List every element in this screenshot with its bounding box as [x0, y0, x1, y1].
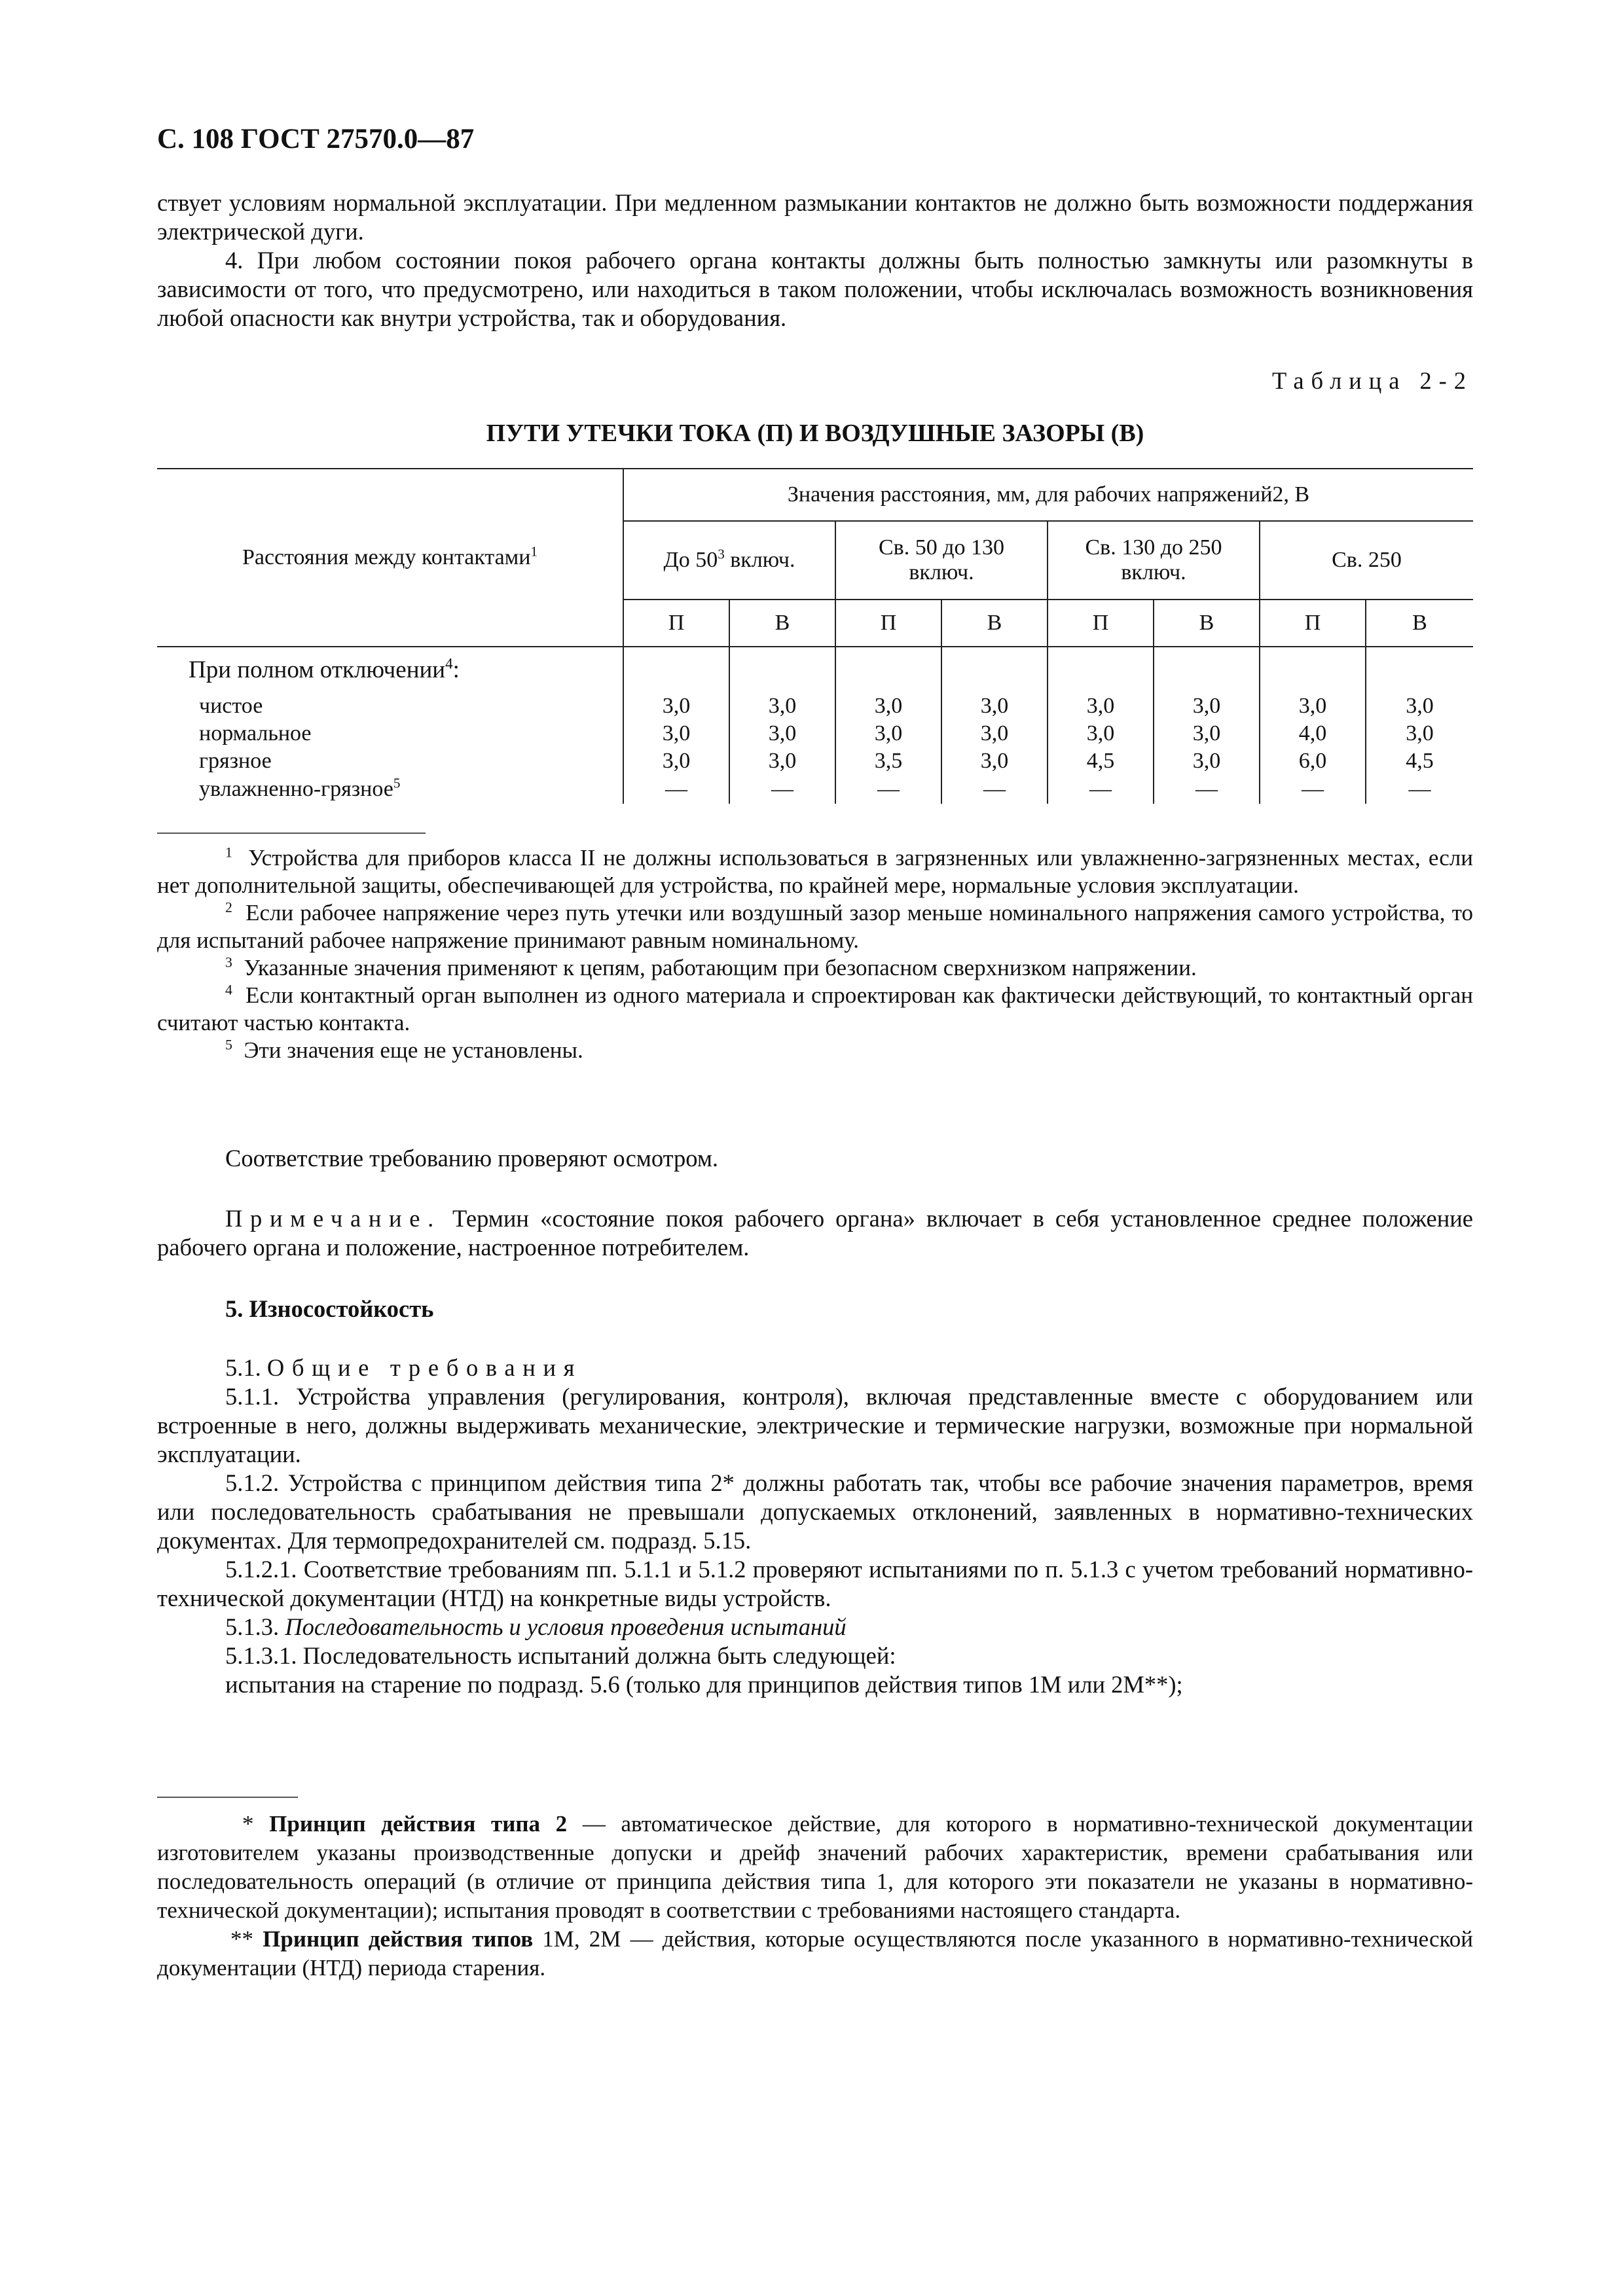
table-cell: 3,0 — [1366, 692, 1473, 720]
distances-table — [157, 468, 1473, 804]
paragraph-5-1-1: 5.1.1. Устройства управления (регулирования, контроля), включая представленные вместе с оборудованием или встроенные в него, должны выдерживать механические, электрические и термические нагрузки, возможные при нормальной эксплуатации. — [157, 1383, 1473, 1467]
row-header-sup: 1 — [530, 543, 538, 560]
table-row — [157, 720, 1473, 747]
check-text: Соответствие требованию проверяют осмотром. — [225, 1145, 719, 1172]
table-cell: 3,0 — [835, 720, 941, 747]
group-header-3: Св. 130 до 250 включ. — [1048, 521, 1260, 600]
footnote-1: * Принцип действия типа 2 — автоматическое действие, для которого в нормативно-технической документации изготовителем указаны производственные допуски и дрейф значений рабочих характеристик, времени срабатывания или последовательность операций (в отличие от принципа действия типа 1, для которого эти показатели не указаны в нормативно-технической документации); испытания проводят в соответствии с требованиями настоящего стандарта. — [157, 1811, 1473, 1923]
table-cell: — — [1048, 775, 1154, 804]
table-cell: 3,0 — [623, 747, 729, 775]
table-note: $^1$ Устройства для приборов класса II не должны использоваться в загрязненных или увлажненно-загрязненных местах, если нет дополнительной защиты, обеспечивающей для устройства, по крайней мере, нормальные условия эксплуатации. — [157, 844, 1474, 898]
intro-paragraph-1: ствует условиям нормальной эксплуатации. При медленном размыкании контактов не должно быть возможности поддержания электрической дуги. — [157, 189, 1473, 245]
section-5-title: 5. Износостойкость — [225, 1295, 434, 1322]
section-label-cell: При полном отключении$^4$: — [189, 655, 460, 683]
table-cell: — — [623, 775, 729, 804]
group-header-4: Св. 250 — [1260, 521, 1473, 600]
intro-paragraph-2: 4. При любом состоянии покоя рабочего органа контакты должны быть полностью замкнуты или разомкнуты в зависимости от того, что предусмотрено, или находиться в таком положении, чтобы исключалась возможность возникновения любой опасности как внутри устройства, так и оборудования. — [157, 247, 1473, 331]
table-cell: 4,5 — [1366, 747, 1473, 775]
section-5 — [157, 1295, 1473, 1699]
paragraph-5-1-3-1: 5.1.3.1. Последовательность испытаний должна быть следующей: — [225, 1642, 896, 1669]
table-cell: 3,0 — [1154, 720, 1260, 747]
row-header-cell — [157, 469, 623, 647]
table-cell: 3,0 — [1366, 720, 1473, 747]
table-cell: 3,0 — [729, 692, 835, 720]
table-cell: 3,0 — [941, 720, 1048, 747]
table-note: $^4$ Если контактный орган выполнен из одного материала и спроектирован как фактически действующий, то контактный орган считают частью контакта. — [157, 982, 1474, 1035]
table-cell: 3,0 — [835, 692, 941, 720]
table-cell: 3,0 — [1154, 747, 1260, 775]
subsection-5-1-title: 5.1. Общие требования — [225, 1354, 583, 1381]
table-cell: 3,0 — [1260, 692, 1366, 720]
table-row — [157, 747, 1473, 775]
table-cell: 3,0 — [729, 747, 835, 775]
sub-header-p: П — [623, 600, 729, 647]
page-header: С. 108 ГОСТ 27570.0—87 — [157, 124, 475, 154]
table-cell: 3,0 — [941, 692, 1048, 720]
paragraph-5-1-3-1-item: испытания на старение по подразд. 5.6 (только для принципов действия типов 1М или 2М**); — [225, 1671, 1183, 1698]
group-header-1: До $50^3$ включ. — [623, 521, 835, 600]
row-header: Расстояния между контактами — [242, 545, 531, 569]
note-label: Примечание. — [225, 1205, 441, 1232]
table-cell: — — [1154, 775, 1260, 804]
row-label: нормальное — [199, 721, 312, 745]
section-label: При полном отключении — [189, 656, 446, 683]
table-cell: — — [835, 775, 941, 804]
footnotes-divider — [157, 1797, 298, 1798]
note-block — [157, 1204, 1473, 1262]
subsection-5-1-3-title: 5.1.3. Последовательность и условия проведения испытаний — [225, 1613, 847, 1640]
paragraph-5-1-2-1: 5.1.2.1. Соответствие требованиям пп. 5.1.1 и 5.1.2 проверяют испытаниями по п. 5.1.3 с учетом требований нормативно-технической документации (НТД) на конкретные виды устройств. — [157, 1556, 1473, 1611]
row-label: чистое — [199, 694, 263, 718]
paragraph-5-1-2: 5.1.2. Устройства с принципом действия типа 2* должны работать так, чтобы все рабочие значения параметров, время или последовательность срабатывания не превышали допускаемых отклонений, заявленных в нормативно-технических документах. Для термопредохранителей см. подразд. 5.15. — [157, 1469, 1473, 1554]
table-notes-divider — [157, 833, 426, 834]
intro-text — [157, 188, 1473, 332]
sub-header-p: П — [1048, 600, 1154, 647]
table-title: ПУТИ УТЕЧКИ ТОКА (П) И ВОЗДУШНЫЕ ЗАЗОРЫ (В) — [486, 420, 1144, 447]
table-cell: 3,5 — [835, 747, 941, 775]
table-note: $^2$ Если рабочее напряжение через путь утечки или воздушный зазор меньше номинального напряжения самого устройства, то для испытаний рабочее напряжение принимают равным номинальному. — [157, 899, 1473, 953]
table-cell: 3,0 — [1154, 692, 1260, 720]
sub-header-p: П — [835, 600, 941, 647]
table-cell: 3,0 — [1048, 720, 1154, 747]
table-cell: — — [729, 775, 835, 804]
sub-header-v: В — [1154, 600, 1260, 647]
group-header-2: Св. 50 до 130 включ. — [835, 521, 1048, 600]
table-cell: — — [941, 775, 1048, 804]
table-cell: — — [1260, 775, 1366, 804]
table-note: $^5$ Эти значения еще не установлены. — [225, 1037, 583, 1063]
row-label: грязное — [199, 749, 272, 773]
sub-header-p: П — [1260, 600, 1366, 647]
footnotes — [157, 1810, 1473, 1982]
table-cell: 4,5 — [1048, 747, 1154, 775]
sub-header-v: В — [941, 600, 1048, 647]
table-cell: — — [1366, 775, 1473, 804]
sub-header-v: В — [729, 600, 835, 647]
sub-header-v: В — [1366, 600, 1473, 647]
note-text: Термин «состояние покоя рабочего органа» включает в себя установленное среднее положение рабочего органа и положение, настроенное потребителем. — [157, 1205, 1473, 1261]
table-row — [157, 692, 1473, 720]
table-cell: 3,0 — [623, 720, 729, 747]
table-note: $^3$ Указанные значения применяют к цепям, работающим при безопасном сверхнизком напряжении. — [225, 954, 1197, 980]
table-label: Таблица 2-2 — [1272, 367, 1473, 394]
table-cell: 3,0 — [1048, 692, 1154, 720]
footnote-2: ** Принцип действия типов 1М, 2М — действия, которые осуществляются после указанного в нормативно-технической документации (НТД) периода старения. — [157, 1926, 1474, 1981]
table-cell: 3,0 — [623, 692, 729, 720]
table-notes — [157, 844, 1473, 1064]
table-cell: 4,0 — [1260, 720, 1366, 747]
values-header: Значения расстояния, мм, для рабочих напряжений2, В — [623, 469, 1473, 521]
table-cell: 3,0 — [729, 720, 835, 747]
table-row — [157, 775, 1473, 804]
table-row — [157, 647, 1473, 692]
table-cell: 3,0 — [941, 747, 1048, 775]
table-cell: 6,0 — [1260, 747, 1366, 775]
row-label: увлажненно-грязное$^5$ — [199, 775, 401, 801]
